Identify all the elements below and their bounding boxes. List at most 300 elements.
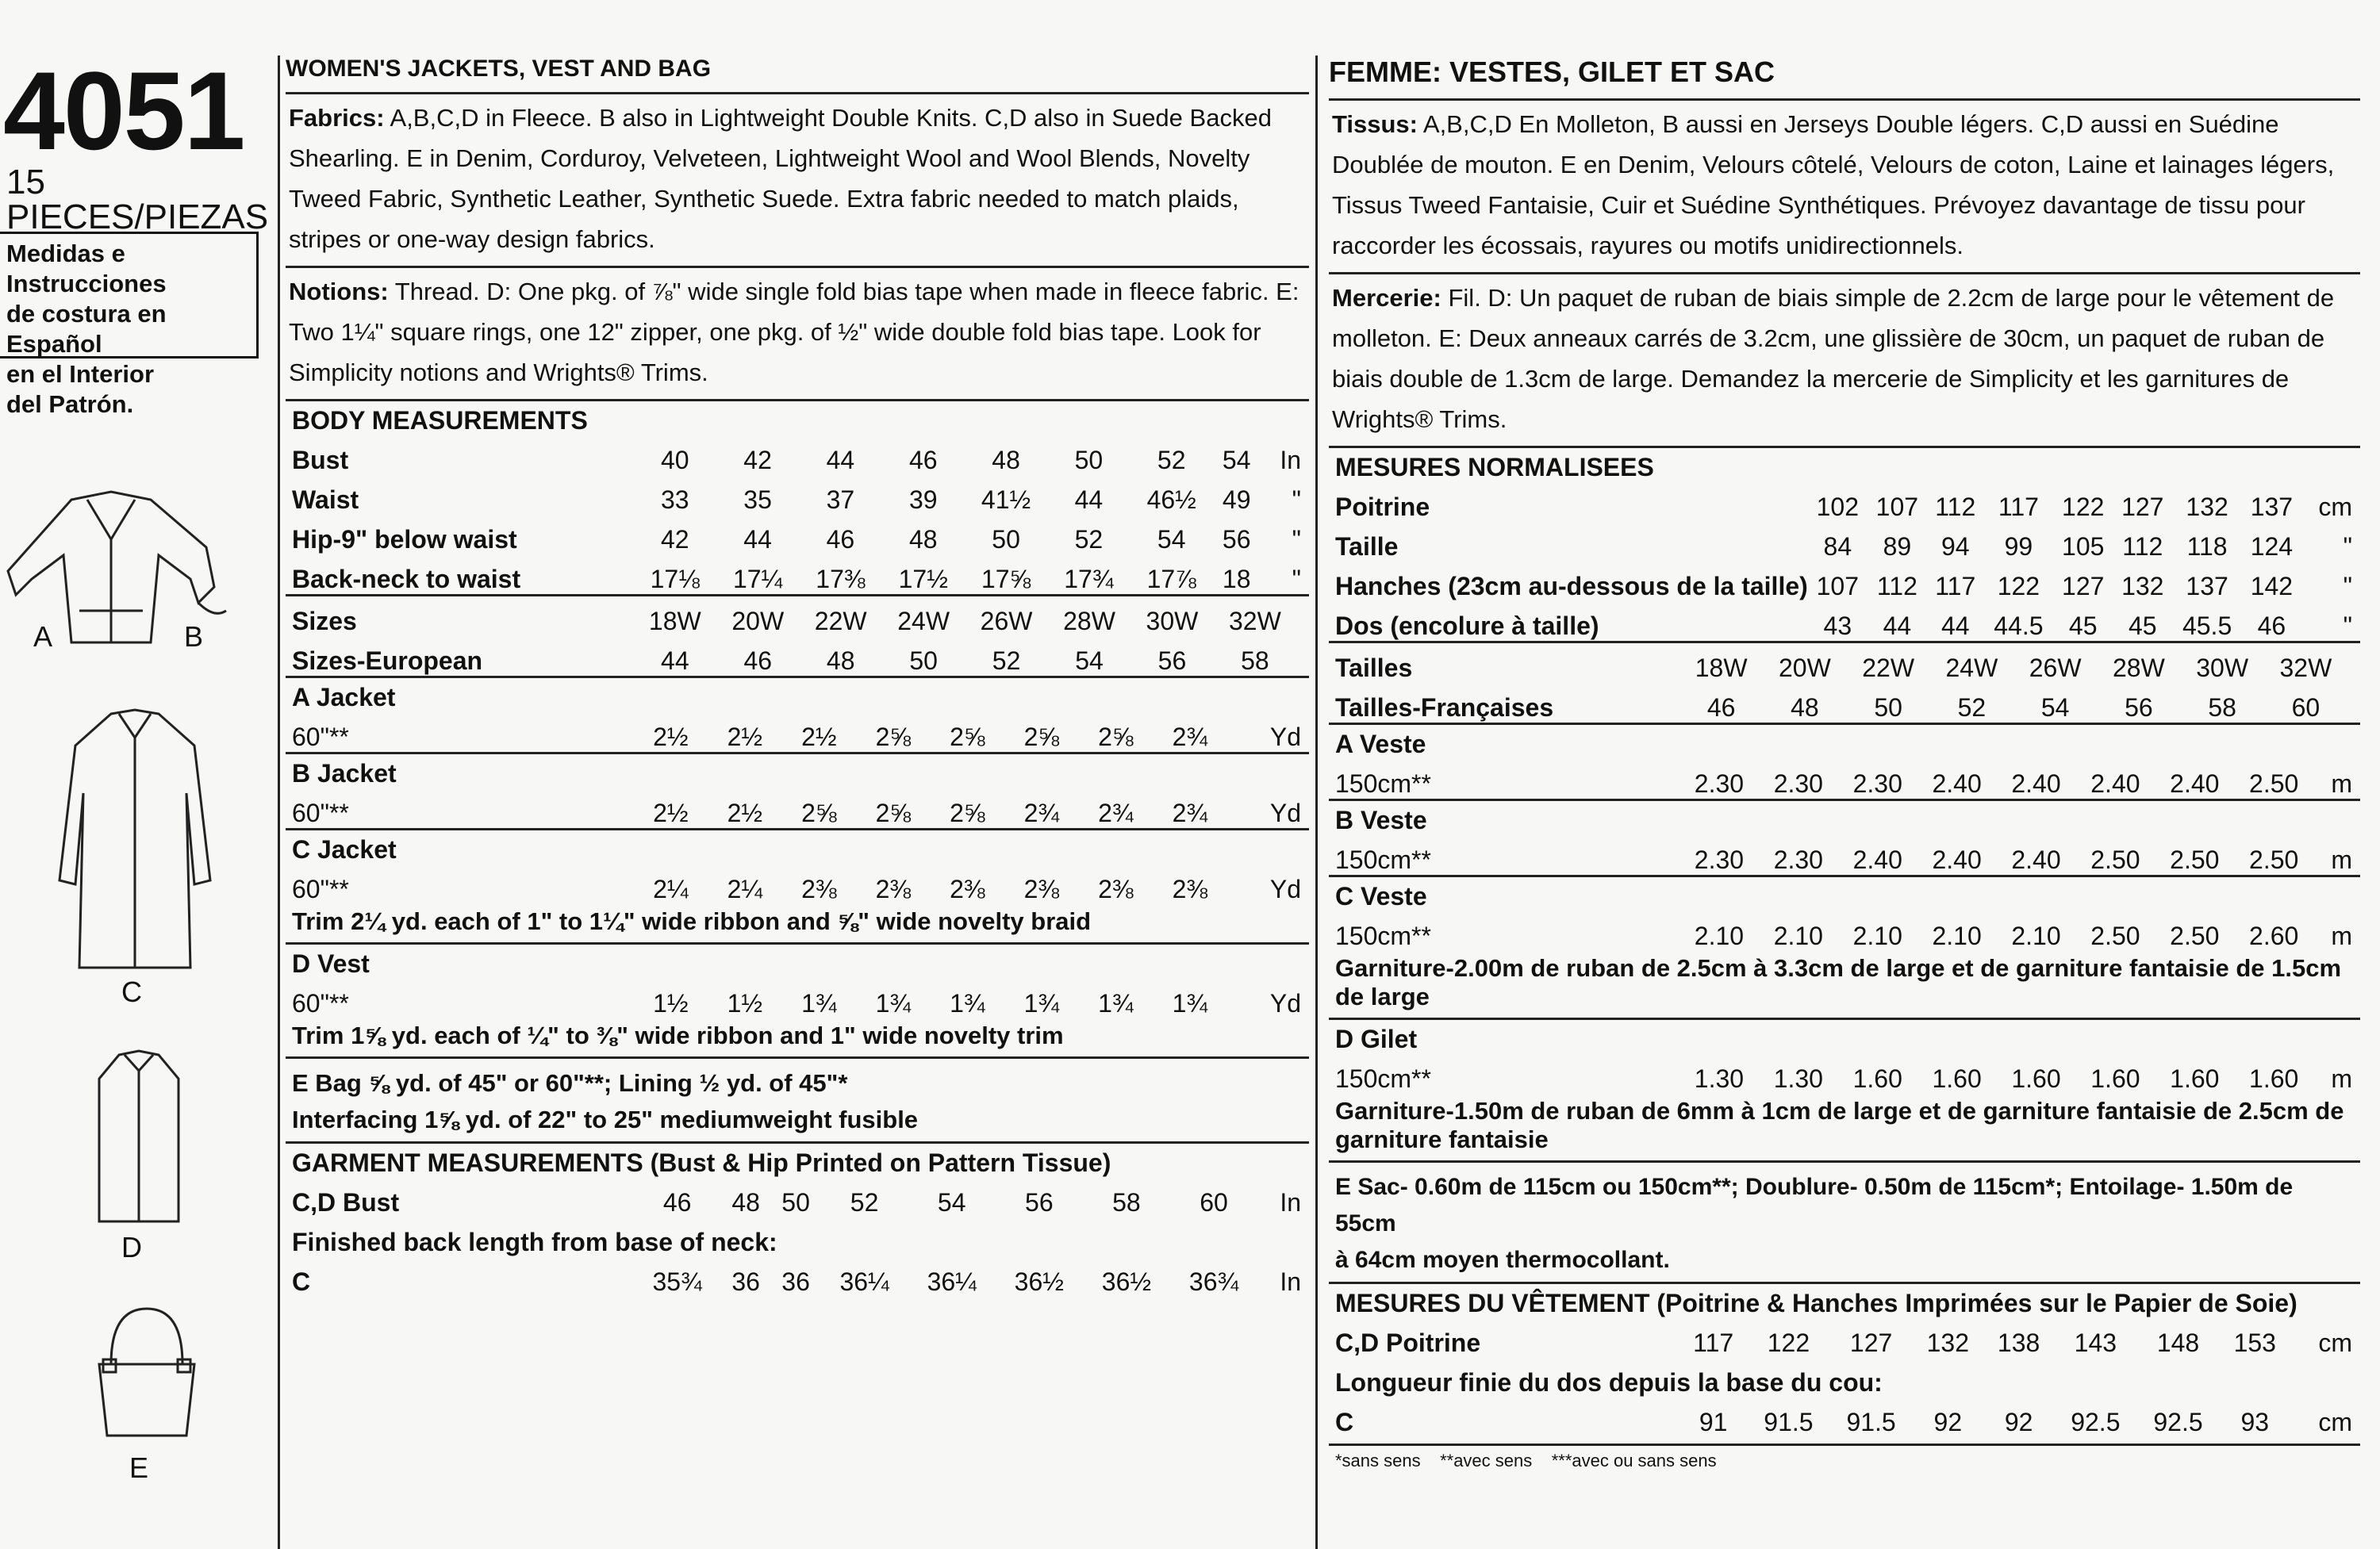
view-title: B Veste <box>1335 806 1427 834</box>
view-label-d: D <box>121 1231 142 1263</box>
table-cell: 36 <box>781 1267 810 1296</box>
fabric-width: 60"** <box>292 799 349 827</box>
unit-label <box>2347 643 2360 683</box>
yardage-table <box>286 865 1309 904</box>
unit-label: Yd <box>1269 799 1301 827</box>
table-cell: 1¾ <box>950 989 985 1018</box>
table-cell: 48 <box>731 1188 760 1217</box>
table-cell: 1.30 <box>1773 1064 1823 1093</box>
table-cell: 17¾ <box>1064 565 1114 593</box>
table-cell: 18 <box>1222 565 1251 593</box>
view-label-b: B <box>184 620 204 653</box>
table-cell: 92.5 <box>2071 1408 2121 1436</box>
pieces-count: 15 PIECES/PIEZAS <box>6 163 269 236</box>
fabric-width: 60"** <box>292 723 349 751</box>
unit-label <box>1296 636 1309 676</box>
table-cell: 2.10 <box>2011 922 2061 950</box>
table-cell: 138 <box>1997 1329 2040 1357</box>
english-sizes-table <box>286 596 1309 676</box>
row-label: Poitrine <box>1335 493 1430 521</box>
table-cell: 112 <box>2122 532 2163 561</box>
table-cell: 2.50 <box>2249 769 2299 798</box>
french-body-table <box>1329 482 2360 641</box>
table-cell: 50 <box>1874 693 1902 722</box>
table-cell: 52 <box>850 1188 879 1217</box>
unit-label: m <box>2331 769 2352 798</box>
table-cell: 2⅜ <box>1023 875 1060 903</box>
view-label-c: C <box>121 976 142 1008</box>
table-cell: 2.40 <box>2170 769 2220 798</box>
table-cell: 54 <box>2040 693 2070 722</box>
row-label: Sizes-European <box>292 646 483 675</box>
table-cell: 60 <box>1200 1188 1228 1217</box>
table-cell: 117 <box>1998 493 2039 521</box>
english-garment <box>286 1141 1309 1297</box>
table-cell: 2¾ <box>1023 799 1060 827</box>
fabric-width: 150cm** <box>1335 845 1431 874</box>
table-cell: 30W <box>2196 654 2249 682</box>
unit-label: In <box>1280 1267 1301 1296</box>
table-cell: 127 <box>2062 572 2105 600</box>
table-cell: 1.60 <box>2170 1064 2220 1093</box>
table-cell: 2⅝ <box>1098 723 1134 751</box>
table-cell: 24W <box>1945 654 1998 682</box>
table-cell: 137 <box>2250 493 2294 521</box>
table-cell: 46 <box>662 1188 692 1217</box>
table-cell: 46½ <box>1146 485 1196 514</box>
unit-label: " <box>1292 525 1301 554</box>
spanish-line: Medidas e Instrucciones <box>6 240 167 297</box>
unit-label: " <box>2343 612 2352 640</box>
table-cell: 117 <box>1935 572 1976 600</box>
table-cell: 1¾ <box>1098 989 1134 1018</box>
table-cell: 30W <box>1146 607 1199 635</box>
table-cell: 1¾ <box>1172 989 1208 1018</box>
table-cell: 44 <box>1883 612 1912 640</box>
divider-left <box>278 56 280 1549</box>
table-cell: 2.40 <box>1932 769 1982 798</box>
table-cell: 36 <box>731 1267 760 1296</box>
table-cell: 26W <box>2029 654 2082 682</box>
table-cell: 2.50 <box>2090 845 2140 874</box>
table-cell: 22W <box>1862 654 1915 682</box>
table-cell: 2½ <box>801 723 837 751</box>
fabrics-label: Fabrics: <box>289 104 385 132</box>
table-cell: 2.50 <box>2170 845 2220 874</box>
view-yardage-block <box>286 828 1309 942</box>
unit-label: m <box>2331 922 2352 950</box>
table-cell: 107 <box>1816 572 1859 600</box>
table-cell: 2¾ <box>1172 723 1208 751</box>
french-bag <box>1329 1160 2360 1282</box>
table-cell: 44 <box>743 525 772 554</box>
table-cell: 50 <box>992 525 1020 554</box>
view-yardage-block <box>286 942 1309 1056</box>
table-cell: 91.5 <box>1846 1408 1896 1436</box>
table-cell: 2⅝ <box>950 723 985 751</box>
table-cell: 93 <box>2240 1408 2270 1436</box>
table-cell: 94 <box>1940 532 1970 561</box>
table-cell: 2.30 <box>1694 769 1745 798</box>
table-cell: 127 <box>2121 493 2164 521</box>
table-cell: 37 <box>826 485 855 514</box>
table-cell: 33 <box>660 485 689 514</box>
french-fabrics <box>1329 98 2360 272</box>
table-cell: 1.30 <box>1694 1064 1745 1093</box>
table-cell: 122 <box>2062 493 2105 521</box>
table-row <box>1329 911 2360 951</box>
table-cell: 32W <box>1228 607 1281 635</box>
table-cell: 2¼ <box>653 875 689 903</box>
table-cell: 2½ <box>653 723 689 751</box>
english-title: WOMEN'S JACKETS, VEST AND BAG <box>286 56 712 82</box>
english-garment-table <box>286 1178 1309 1297</box>
row-label: Tailles-Françaises <box>1335 693 1554 722</box>
table-cell: 41½ <box>981 485 1031 514</box>
notions-text: Fil. D: Un paquet de ruban de biais simple de 2.2cm de large pour le vêtement de molleton. E: Deux anneaux carrés de 3.2cm, une glissière de 30cm, un paquet de ruban de biais double de 1.3cm de large. Demandez la mercerie de Simplicity et les garnitures de Wrights® Trims. <box>1332 284 2335 433</box>
body-measurements-title: MESURES NORMALISEES <box>1335 453 1654 481</box>
fabric-width: 60"** <box>292 875 349 903</box>
table-cell: 50 <box>909 646 938 675</box>
view-title: C Veste <box>1335 882 1427 911</box>
fabric-width: 150cm** <box>1335 769 1431 798</box>
table-cell: 40 <box>660 446 689 474</box>
fabric-width: 60"** <box>292 989 349 1018</box>
table-cell: 2.30 <box>1773 845 1823 874</box>
table-cell: 2.30 <box>1852 769 1902 798</box>
table-row <box>286 596 1309 636</box>
table-row <box>286 475 1309 515</box>
table-cell: 58 <box>2208 693 2236 722</box>
garment-title: GARMENT MEASUREMENTS (Bust & Hip Printed on Pattern Tissue) <box>292 1148 1111 1177</box>
table-row <box>286 515 1309 554</box>
row-label: Waist <box>292 485 359 514</box>
table-cell: 1.60 <box>2011 1064 2061 1093</box>
table-cell: 2⅜ <box>801 875 837 903</box>
table-cell: 39 <box>908 485 938 514</box>
table-cell: 117 <box>1693 1329 1734 1357</box>
table-row <box>286 1178 1309 1217</box>
spanish-line: en el Interior <box>6 360 155 388</box>
table-row <box>286 712 1309 752</box>
notions-label: Mercerie: <box>1332 284 1441 312</box>
unit-label: cm <box>2318 493 2352 521</box>
table-cell: 118 <box>2186 532 2228 561</box>
english-body-table <box>286 435 1309 594</box>
english-sizes <box>286 594 1309 676</box>
unit-label <box>2347 683 2360 723</box>
table-row <box>1329 482 2360 522</box>
trim-note: Trim 1⅝ yd. each of ¼" to ⅜" wide ribbon and 1" wide novelty trim <box>292 1022 1064 1049</box>
table-cell: 2½ <box>653 799 689 827</box>
table-cell: 2.50 <box>2090 922 2140 950</box>
row-label: Longueur finie du dos depuis la base du cou: <box>1335 1368 1883 1397</box>
table-cell: 2.30 <box>1773 769 1823 798</box>
table-cell: 107 <box>1875 493 1919 521</box>
bag-line-2: à 64cm moyen thermocollant. <box>1335 1247 1670 1273</box>
table-row <box>286 788 1309 828</box>
vest-d-illustration <box>75 1047 202 1229</box>
view-title: A Veste <box>1335 730 1426 758</box>
table-row <box>1329 835 2360 875</box>
table-cell: 17⅛ <box>650 565 700 593</box>
table-cell: 2¾ <box>1098 799 1134 827</box>
table-cell: 89 <box>1883 532 1912 561</box>
french-title: FEMME: VESTES, GILET ET SAC <box>1329 56 1775 88</box>
table-cell: 24W <box>897 607 950 635</box>
table-cell: 122 <box>1997 572 2040 600</box>
yardage-table <box>1329 835 2360 875</box>
table-cell: 48 <box>1791 693 1819 722</box>
table-cell: 2⅝ <box>875 799 912 827</box>
table-cell: 91 <box>1699 1408 1728 1436</box>
table-cell: 1¾ <box>801 989 837 1018</box>
table-row <box>1329 562 2360 601</box>
table-cell: 132 <box>2121 572 2164 600</box>
table-cell: 1¾ <box>1023 989 1060 1018</box>
table-cell: 2.40 <box>1932 845 1982 874</box>
bag-e-illustration <box>87 1301 206 1444</box>
french-sizes <box>1329 641 2360 723</box>
table-cell: 54 <box>1157 525 1186 554</box>
table-cell: 1.60 <box>2249 1064 2299 1093</box>
table-cell: 99 <box>2004 532 2033 561</box>
table-cell: 18W <box>1695 654 1748 682</box>
table-cell: 50 <box>1074 446 1104 474</box>
bag-line-2: Interfacing 1⅝ yd. of 22" to 25" mediumweight fusible <box>292 1106 919 1133</box>
table-cell: 28W <box>2112 654 2165 682</box>
fabrics-label: Tissus: <box>1332 110 1418 138</box>
row-label: Back-neck to waist <box>292 565 521 593</box>
table-cell: 122 <box>1767 1329 1810 1357</box>
table-cell: 91.5 <box>1764 1408 1814 1436</box>
table-cell: 148 <box>2156 1329 2200 1357</box>
table-cell: 28W <box>1063 607 1115 635</box>
english-column <box>286 56 1309 1297</box>
table-cell: 46 <box>743 646 773 675</box>
view-title: D Gilet <box>1335 1025 1418 1053</box>
table-cell: 46 <box>1706 693 1736 722</box>
table-cell: 45 <box>2128 612 2157 640</box>
table-row <box>1329 643 2360 683</box>
view-yardage-block <box>286 676 1309 752</box>
table-cell: 35 <box>743 485 772 514</box>
table-cell: 50 <box>781 1188 810 1217</box>
english-bag <box>286 1056 1309 1141</box>
table-row <box>286 1257 1309 1297</box>
table-cell: 2.40 <box>2090 769 2140 798</box>
table-cell: 44 <box>826 446 855 474</box>
footnote: *sans sens **avec sens ***avec ou sans sens <box>1329 1444 2360 1476</box>
table-cell: 105 <box>2062 532 2105 561</box>
row-label: Hanches (23cm au-dessous de la taille) <box>1335 572 1808 600</box>
view-yardage-block <box>1329 799 2360 875</box>
table-cell: 44 <box>1074 485 1104 514</box>
jacket-c-illustration <box>48 706 222 976</box>
table-cell: 2½ <box>727 799 763 827</box>
table-cell: 2.50 <box>2249 845 2299 874</box>
yardage-table <box>286 712 1309 752</box>
table-cell: 54 <box>937 1188 966 1217</box>
unit-label: " <box>2343 532 2352 561</box>
unit-label: In <box>1280 1188 1301 1217</box>
row-label: Dos (encolure à taille) <box>1335 612 1599 640</box>
table-cell: 46 <box>2257 612 2286 640</box>
table-cell: 44 <box>1940 612 1970 640</box>
notions-label: Notions: <box>289 278 389 305</box>
table-cell: 2.60 <box>2249 922 2299 950</box>
fabric-width: 150cm** <box>1335 922 1431 950</box>
table-cell: 36½ <box>1101 1267 1152 1296</box>
garment-title: MESURES DU VÊTEMENT (Poitrine & Hanches Imprimées sur le Papier de Soie) <box>1335 1289 2297 1317</box>
table-cell: 17½ <box>898 565 948 593</box>
table-cell: 137 <box>2186 572 2228 600</box>
table-row <box>286 865 1309 904</box>
table-cell: 49 <box>1222 485 1251 514</box>
table-cell: 35¾ <box>652 1267 702 1296</box>
table-cell: 2⅝ <box>950 799 985 827</box>
table-cell: 1¾ <box>875 989 912 1018</box>
english-views <box>286 676 1309 1056</box>
row-label: Tailles <box>1335 654 1413 682</box>
view-yardage-block <box>1329 875 2360 1018</box>
table-cell: 132 <box>1926 1329 1970 1357</box>
view-label-e: E <box>129 1451 149 1484</box>
table-cell: 46 <box>826 525 855 554</box>
table-cell: 2.10 <box>1694 922 1745 950</box>
table-cell: 42 <box>743 446 772 474</box>
table-cell: 124 <box>2250 532 2294 561</box>
french-notions <box>1329 272 2360 446</box>
table-cell: 2¼ <box>727 875 763 903</box>
spanish-instructions-box <box>0 232 259 418</box>
table-cell: 58 <box>1241 646 1269 675</box>
table-cell: 92 <box>2004 1408 2033 1436</box>
view-title: A Jacket <box>292 683 396 711</box>
unit-label: " <box>1292 565 1301 593</box>
table-row <box>1329 522 2360 562</box>
spanish-line: del Patrón. <box>6 390 134 418</box>
table-cell: 60 <box>2291 693 2320 722</box>
spanish-line: de costura en Español <box>6 300 167 358</box>
table-cell: 2.10 <box>1852 922 1902 950</box>
table-row <box>286 636 1309 676</box>
english-body-measurements <box>286 399 1309 594</box>
table-cell: 112 <box>1935 493 1976 521</box>
table-cell: 2⅝ <box>1023 723 1060 751</box>
french-garment <box>1329 1282 2360 1437</box>
french-views <box>1329 723 2360 1160</box>
unit-label: m <box>2331 1064 2352 1093</box>
row-label: C <box>292 1267 311 1296</box>
table-cell: 92 <box>1933 1408 1963 1436</box>
fabrics-text: A,B,C,D in Fleece. B also in Lightweight Double Knits. C,D also in Suede Backed Shearling. E in Denim, Corduroy, Velveteen, Lightweight Wool and Wool Blends, Novelty Tweed Fabric, Synthetic Leather, Synthetic Suede. Extra fabric needed to match plaids, stripes or one-way design fabrics. <box>289 104 1272 253</box>
table-cell: 2.30 <box>1694 845 1745 874</box>
table-cell: 2¾ <box>1172 799 1208 827</box>
table-cell: 52 <box>1157 446 1186 474</box>
row-label: Taille <box>1335 532 1399 561</box>
row-label: Bust <box>292 446 349 474</box>
unit-label: In <box>1280 446 1301 474</box>
table-cell: 36¼ <box>839 1267 889 1296</box>
table-cell: 2.10 <box>1773 922 1823 950</box>
table-cell: 58 <box>1112 1188 1141 1217</box>
row-label: C,D Poitrine <box>1335 1329 1481 1357</box>
table-cell: 153 <box>2233 1329 2276 1357</box>
table-cell: 45 <box>2068 612 2098 640</box>
table-cell: 56 <box>1222 525 1251 554</box>
table-cell: 44.5 <box>1994 612 2044 640</box>
table-row <box>1329 1358 2360 1398</box>
yardage-table <box>286 979 1309 1018</box>
table-cell: 26W <box>980 607 1033 635</box>
table-cell: 112 <box>1876 572 1917 600</box>
table-cell: 2.40 <box>1852 845 1902 874</box>
table-cell: 2⅜ <box>1172 875 1208 903</box>
left-panel <box>0 0 278 1549</box>
french-sizes-table <box>1329 643 2360 723</box>
unit-label: Yd <box>1269 875 1301 903</box>
trim-note: Garniture-1.50m de ruban de 6mm à 1cm de large et de garniture fantaisie de 2.5cm de garniture fantaisie <box>1335 1097 2344 1153</box>
table-cell: 17⅝ <box>981 565 1031 593</box>
table-cell: 52 <box>1074 525 1104 554</box>
table-cell: 20W <box>731 607 785 635</box>
table-cell: 54 <box>1222 446 1251 474</box>
english-notions <box>286 266 1309 399</box>
table-cell: 102 <box>1816 493 1859 521</box>
table-cell: 54 <box>1075 646 1104 675</box>
view-title: C Jacket <box>292 835 397 864</box>
table-row <box>1329 1318 2360 1358</box>
table-cell: 36¼ <box>927 1267 977 1296</box>
table-cell: 56 <box>1025 1188 1054 1217</box>
body-measurements-title: BODY MEASUREMENTS <box>292 406 588 435</box>
trim-note: Trim 2¼ yd. each of 1" to 1¼" wide ribbon and ⅝" wide novelty braid <box>292 907 1092 935</box>
table-cell: 142 <box>2250 572 2294 600</box>
table-cell: 52 <box>1957 693 1987 722</box>
table-cell: 48 <box>908 525 938 554</box>
table-row <box>1329 601 2360 641</box>
notions-text: Thread. D: One pkg. of ⅞" wide single fold bias tape when made in fleece fabric. E: Two 1¼" square rings, one 12" zipper, one pkg. of ½" wide double fold bias tape. Look for Simplicity notions and Wrights® Trims. <box>289 278 1299 386</box>
table-cell: 42 <box>660 525 689 554</box>
view-yardage-block <box>1329 1018 2360 1160</box>
table-row <box>286 979 1309 1018</box>
view-label-a: A <box>33 620 53 653</box>
table-row <box>286 435 1309 475</box>
row-label: C <box>1335 1408 1354 1436</box>
table-cell: 46 <box>908 446 938 474</box>
row-label: C,D Bust <box>292 1188 400 1217</box>
table-row <box>1329 1398 2360 1437</box>
table-cell: 2½ <box>727 723 763 751</box>
french-body-measurements <box>1329 446 2360 641</box>
unit-label: cm <box>2318 1329 2352 1357</box>
table-cell: 56 <box>1157 646 1187 675</box>
table-cell: 20W <box>1778 654 1831 682</box>
french-garment-table <box>1329 1318 2360 1437</box>
table-cell: 92.5 <box>2153 1408 2203 1436</box>
view-title: B Jacket <box>292 759 397 788</box>
table-cell: 32W <box>2279 654 2332 682</box>
unit-label: Yd <box>1269 989 1301 1018</box>
unit-label: " <box>1292 485 1301 514</box>
table-cell: 36½ <box>1014 1267 1064 1296</box>
view-title: D Vest <box>292 949 370 978</box>
yardage-table <box>1329 1054 2360 1094</box>
table-cell: 2.50 <box>2170 922 2220 950</box>
table-cell: 2.10 <box>1932 922 1982 950</box>
unit-label: cm <box>2318 1408 2352 1436</box>
